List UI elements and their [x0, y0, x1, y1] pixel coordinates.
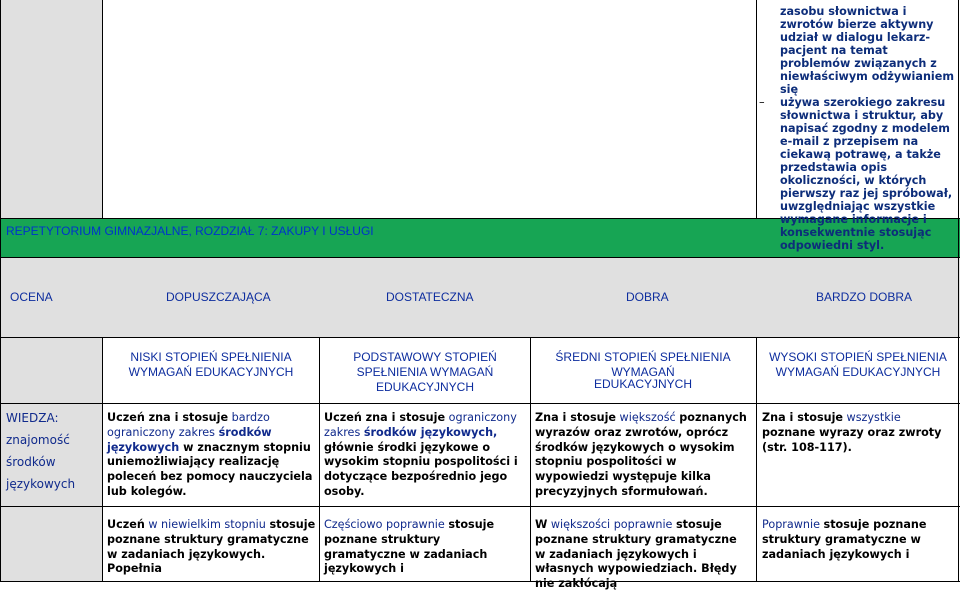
level-niski: NISKI STOPIEŃ SPEŁNIENIA WYMAGAŃ EDUKACYJNYCH — [128, 350, 294, 379]
wiedza-label — [6, 407, 101, 495]
row1-cell-dobra: Zna i stosuje większość poznanych wyrazów oraz zwrotów, oprócz środków językowych o wysokim stopniu pospolitości w wypowiedzi występuje kilka precyzyjnych sformułowań. — [535, 411, 747, 498]
row2-cell-dostateczna: Częściowo poprawnie stosuje poznane struktury gramatyczne w zadaniach językowych i — [324, 518, 495, 576]
header-bardzo-dobra: BARDZO DOBRA — [816, 290, 913, 304]
level-sredni-line1: ŚREDNI STOPIEŃ SPEŁNIENIA WYMAGAŃ — [555, 350, 731, 379]
header-dopuszczajaca: DOPUSZCZAJĄCA — [166, 290, 271, 304]
header-dostateczna: DOSTATECZNA — [386, 290, 474, 304]
top-right-paragraph-1: zasobu słownictwa i zwrotów bierze aktywny udział w dialogu lekarz-pacjent na temat problemów związanych z niewłaściwym odżywianiem się — [780, 5, 954, 96]
level-podstawowy: PODSTAWOWY STOPIEŃ SPEŁNIENIA WYMAGAŃ EDUKACYJNYCH — [353, 350, 497, 394]
wiedza-line-2: znajomość — [6, 433, 70, 447]
wiedza-line-4: językowych — [6, 477, 76, 491]
top-right-text — [759, 5, 958, 252]
row2-cell-bardzo-dobra: Poprawnie stosuje poznane struktury gramatyczne w zadaniach językowych i — [762, 518, 927, 561]
row2-cell-dopuszczajaca: Uczeń w niewielkim stopniu stosuje poznane struktury gramatyczne w zadaniach językowych. Popełnia — [107, 518, 316, 576]
gray-margin-top — [0, 0, 102, 218]
wiedza-line-3: środków — [6, 455, 56, 469]
top-right-paragraph-2: używa szerokiego zakresu słownictwa i struktur, aby napisać zgodny z modelem e-mail z przepisem na ciekawą potrawę, a także przedstawia opis okoliczności, w których pierwszy raz jej spróbował, uwzględniając wszystkie wymagane informacje i konsekwentnie stosując odpowiedni styl. — [780, 96, 953, 252]
header-ocena: OCENA — [10, 290, 53, 304]
row2-label-cell — [0, 506, 102, 582]
row1-cell-dopuszczajaca: Uczeń zna i stosuje bardzo ograniczony zakres środków językowych w znacznym stopniu uniemożliwiający realizację poleceń bez pomocy nauczyciela lub kolegów. — [107, 411, 313, 498]
row1-cell-bardzo-dobra: Zna i stosuje wszystkie poznane wyrazy oraz zwroty (str. 108-117). — [762, 411, 942, 454]
level-wysoki: WYSOKI STOPIEŃ SPEŁNIENIA WYMAGAŃ EDUKACYJNYCH — [769, 350, 947, 379]
header-dobra: DOBRA — [626, 290, 669, 304]
level-sredni-line2: EDUKACYJNYCH — [593, 377, 692, 391]
row2-cell-dobra: W większości poprawnie stosuje poznane struktury gramatyczne w zadaniach językowych i własnych wypowiedziach. Błędy nie zakłócają — [535, 518, 737, 591]
bullet-dash: – — [759, 96, 765, 109]
chapter-banner-title: REPETYTORIUM GIMNAZJALNE, ROZDZIAŁ 7: ZAKUPY I USŁUGI — [6, 224, 374, 238]
level-corner-cell — [0, 337, 102, 403]
wiedza-title: WIEDZA: — [6, 411, 59, 425]
row1-cell-dostateczna: Uczeń zna i stosuje ograniczony zakres środków językowych, głównie środki językowe o wysokim stopniu pospolitości i dotyczące bezpośrednio jego osoby. — [324, 411, 518, 498]
